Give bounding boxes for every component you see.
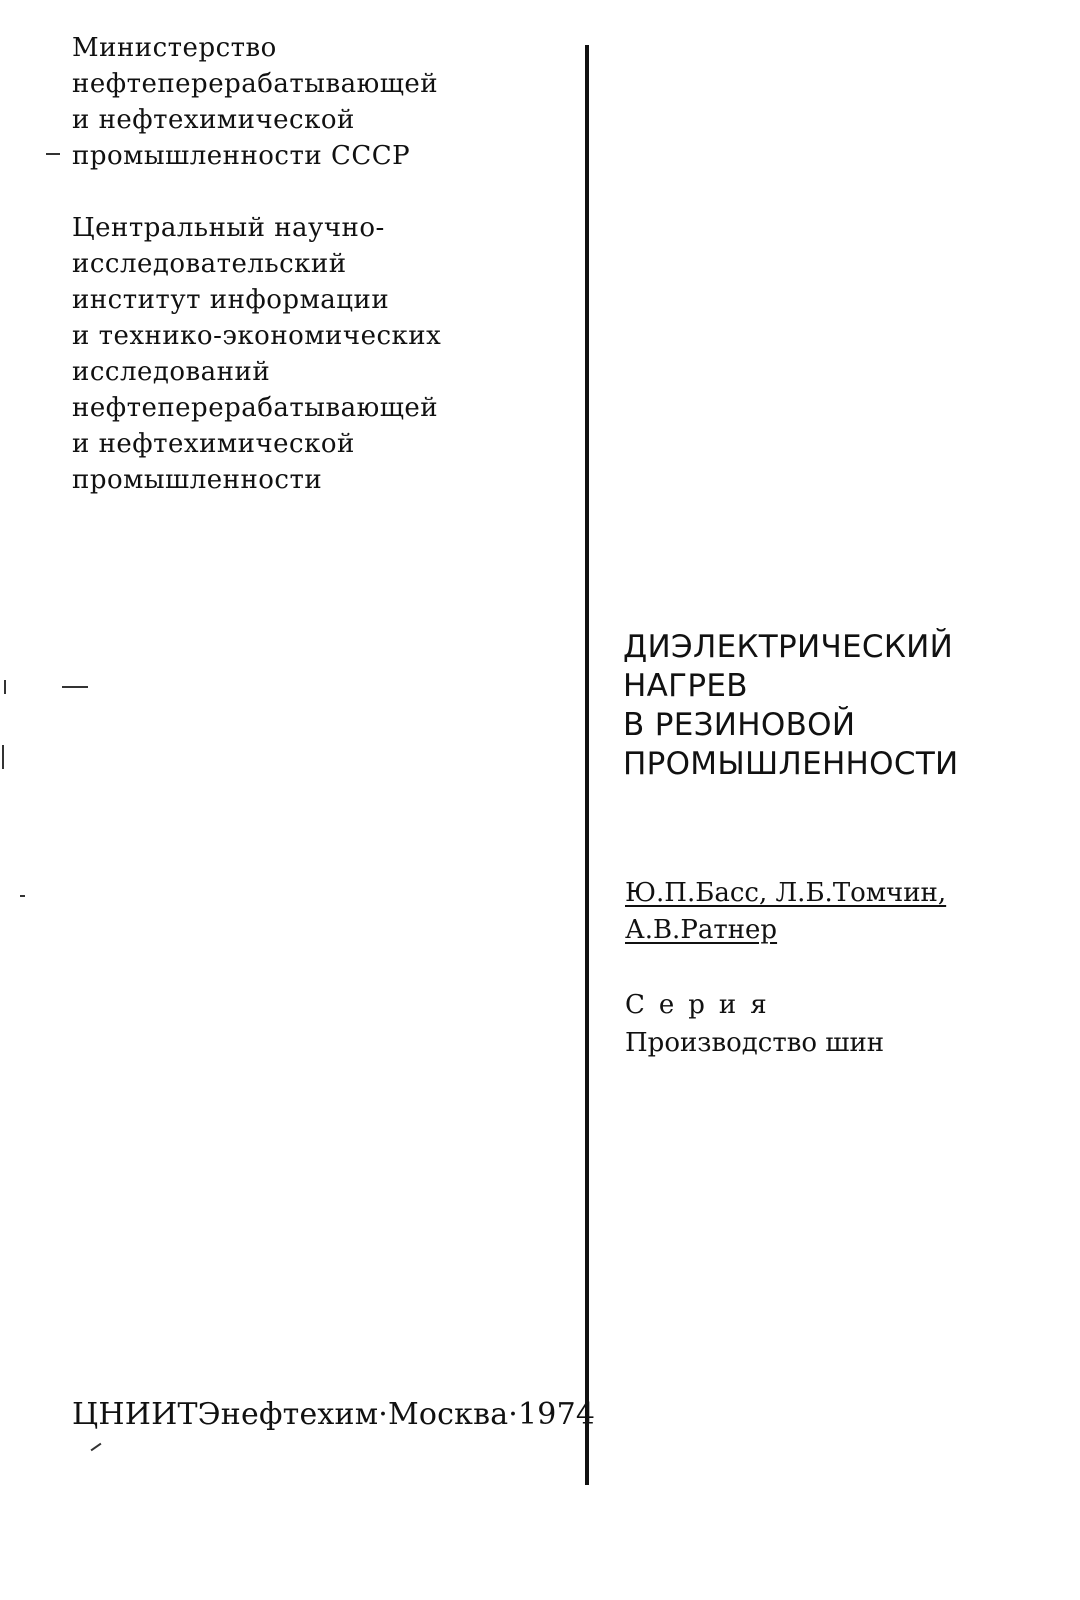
- institute-line: Центральный научно-: [72, 213, 385, 243]
- block-spacer: [72, 174, 552, 210]
- title-line: ДИЭЛЕКТРИЧЕСКИЙ: [623, 629, 954, 665]
- institute-line: и нефтехимической: [72, 429, 355, 459]
- institute-line: и технико-экономических: [72, 321, 442, 351]
- title-line: В РЕЗИНОВОЙ: [623, 707, 856, 743]
- authors-line: Ю.П.Басс, Л.Б.Томчин,: [625, 878, 947, 908]
- institute-line: институт информации: [72, 285, 390, 315]
- scan-mark: [91, 1443, 102, 1452]
- ministry-line: нефтеперерабатывающей: [72, 69, 439, 99]
- title-line: ПРОМЫШЛЕННОСТИ: [623, 746, 959, 782]
- institute-line: исследовательский: [72, 249, 347, 279]
- scan-mark: [20, 895, 25, 897]
- scan-mark: [46, 153, 60, 155]
- vertical-divider: [585, 45, 589, 1485]
- book-title: [623, 628, 959, 784]
- ministry-line: и нефтехимической: [72, 105, 355, 135]
- title-line: НАГРЕВ: [623, 668, 748, 704]
- authors: [625, 875, 946, 949]
- authors-line: А.В.Ратнер: [625, 915, 778, 945]
- institute-line: исследований: [72, 357, 271, 387]
- ministry-line: Министерство: [72, 33, 277, 63]
- scan-mark: [2, 745, 4, 769]
- series-block: [625, 986, 884, 1062]
- ministry-line: промышленности СССР: [72, 141, 411, 171]
- scan-mark: [4, 680, 6, 694]
- institute-line: нефтеперерабатывающей: [72, 393, 439, 423]
- scan-mark: [62, 686, 88, 688]
- series-name: Производство шин: [625, 1028, 885, 1058]
- series-label: Серия: [625, 990, 781, 1020]
- imprint: ЦНИИТЭнефтехим·Москва·1974: [72, 1397, 596, 1432]
- institute-line: промышленности: [72, 465, 323, 495]
- publisher-block: [72, 30, 552, 498]
